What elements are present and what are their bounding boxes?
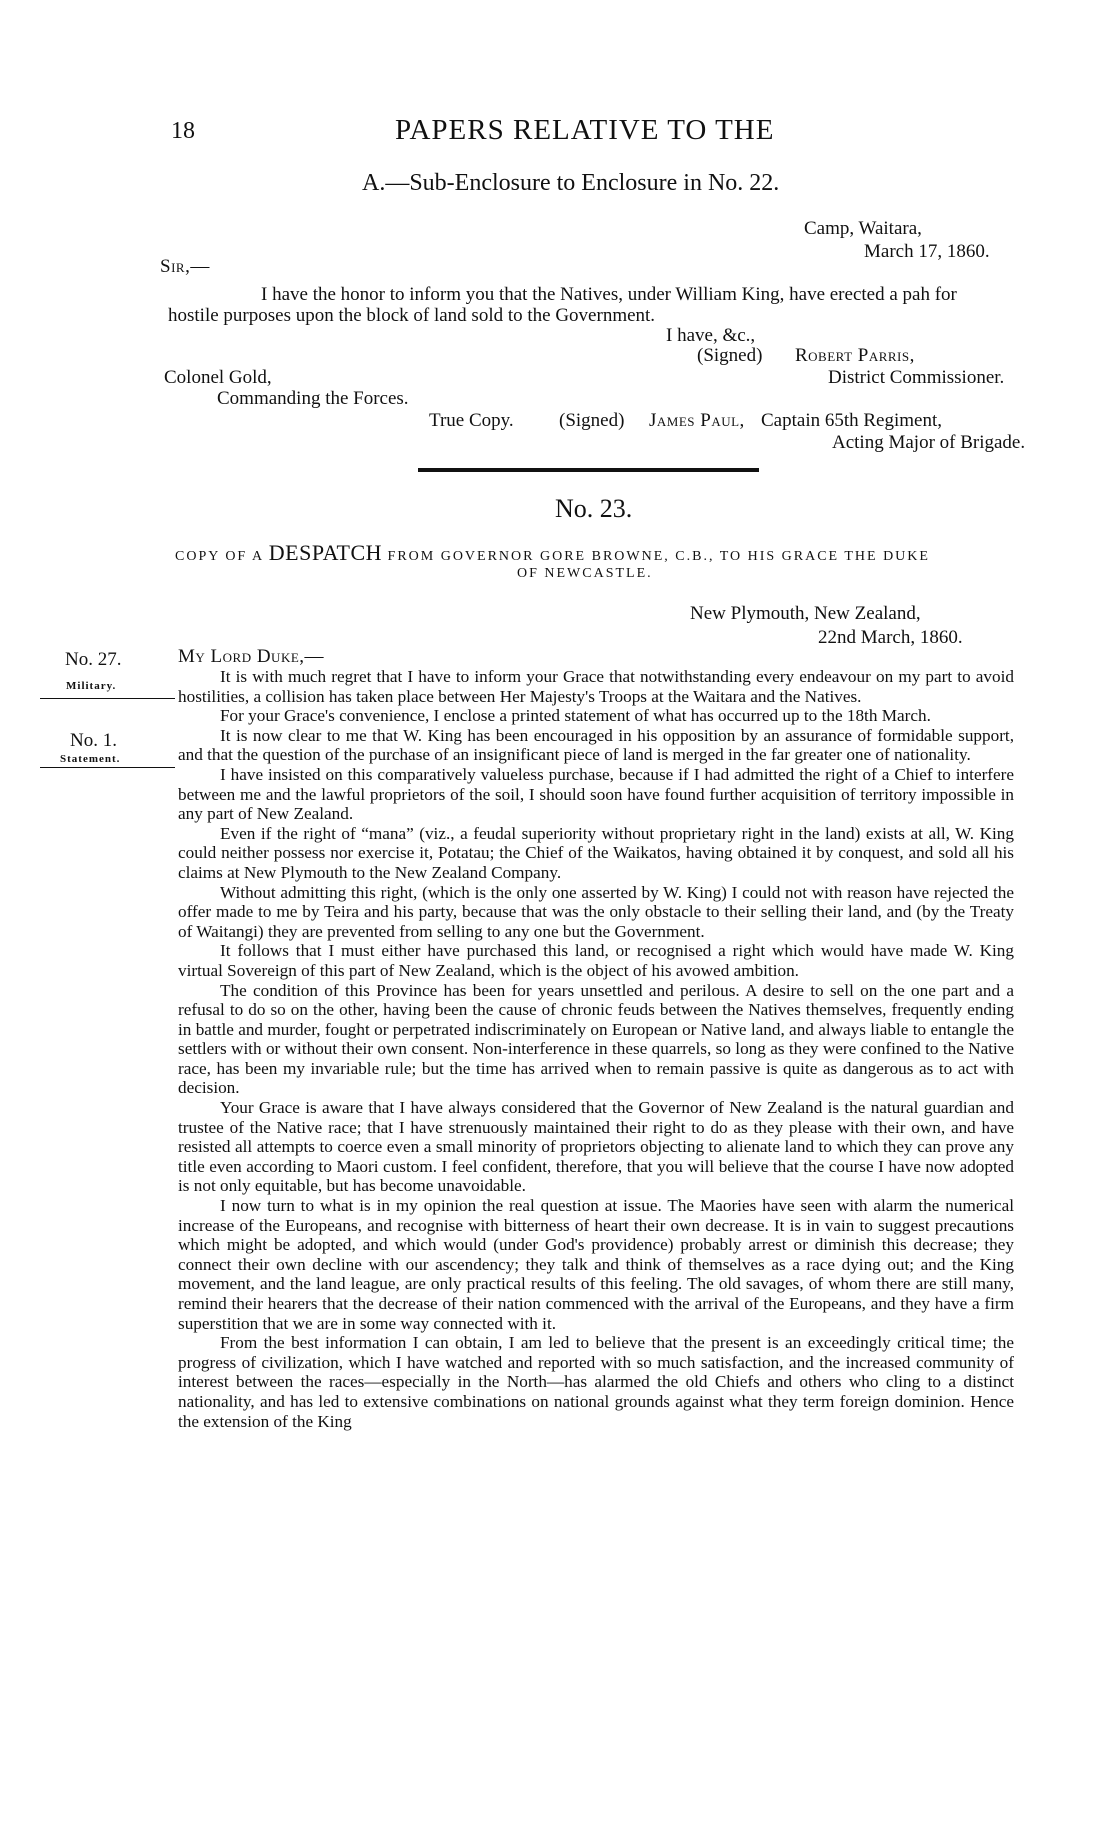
letter-closing: I have, &c., <box>666 325 756 346</box>
despatch-place: New Plymouth, New Zealand, <box>690 603 921 624</box>
letter-salutation: Sir,— <box>160 256 210 277</box>
despatch-date: 22nd March, 1860. <box>818 627 963 648</box>
sub-enclosure-title: A.—Sub-Enclosure to Enclosure in No. 22. <box>362 170 780 196</box>
despatch-title-line2: OF NEWCASTLE. <box>517 566 653 581</box>
letter-addressee-name: Colonel Gold, <box>164 367 272 388</box>
running-title: PAPERS RELATIVE TO THE <box>395 114 775 146</box>
letter-date: March 17, 1860. <box>864 241 990 262</box>
paragraph: It is with much regret that I have to inform your Grace that notwithstanding every endeavour on my part to avoid hostilities, a collision has taken place between Her Majesty's Troops at the Waitara and the Natives. <box>178 667 1014 706</box>
letter-place: Camp, Waitara, <box>804 218 922 239</box>
letter-signed-label: (Signed) <box>697 345 763 366</box>
paragraph: The condition of this Province has been for years unsettled and perilous. A desire to sell on the one part and a refusal to do so on the other, having been the cause of chronic feuds between the Natives themselves, frequently ending in battle and murder, fought or perpetrated indiscriminately on European or Native land, and always liable to entangle the settlers with or without their own consent. Non-interference in these quarrels, so long as they were confined to the Native race, has been my invariable rule; but the time has arrived when to remain passive is quite as dangerous as to act with decision. <box>178 980 1014 1098</box>
paragraph: From the best information I can obtain, I am led to believe that the present is an exceedingly critical time; the progress of civilization, which I have watched and reported with so much satisfaction, and the increased community of interest between the races—especially in the North—has alarmed the old Chiefs and others who cling to a distinct nationality, and has led to extensive combinations on national grounds against what they term foreign dominion. Hence the extension of the King <box>178 1333 1014 1431</box>
despatch-title-big: DESPATCH <box>268 540 383 565</box>
margin-ref-number: No. 27. <box>65 649 122 670</box>
paragraph: I now turn to what is in my opinion the real question at issue. The Maories have seen with alarm the numerical increase of the Europeans, and recognise with bitterness of heart their own decrease. It is in vain to suggest precautions which might be adopted, and which would (under God's providence) probably arrest or diminish this decrease; they connect their own decline with our ascendency; they talk and think of themselves as a race dying out; and the King movement, and the land league, are only practical results of this feeling. The old savages, of whom there are still many, remind their hearers that the decrease of their nation commenced with the arrival of the Europeans, and they have a firm superstition that we are in some way connected with it. <box>178 1196 1014 1333</box>
despatch-title-line1 <box>175 540 930 566</box>
true-copy-name: James Paul, <box>649 410 745 431</box>
paragraph: For your Grace's convenience, I enclose a printed statement of what has occurred up to the 18th March. <box>220 706 931 726</box>
margin-leader-line <box>40 698 175 699</box>
margin-leader-line <box>40 767 175 768</box>
true-copy-role: Acting Major of Brigade. <box>832 432 1026 453</box>
despatch-number: No. 23. <box>555 494 633 523</box>
margin-ref-number: No. 1. <box>70 730 117 751</box>
despatch-title-part2: FROM GOVERNOR GORE BROWNE, C.B., TO HIS GRACE THE DUKE <box>387 549 930 564</box>
letter-signer-title: District Commissioner. <box>828 367 1005 388</box>
letter-body: I have the honor to inform you that the Natives, under William King, have erected a pah for <box>261 284 957 305</box>
margin-ref-tag: Military. <box>66 680 117 692</box>
page-number: 18 <box>171 118 195 144</box>
despatch-title-part1: COPY OF A <box>175 549 264 564</box>
margin-ref-tag: Statement. <box>60 753 121 765</box>
paragraph: Your Grace is aware that I have always considered that the Governor of New Zealand is the natural guardian and trustee of the Native race; that I have strenuously maintained their right to do as they please with their own, and have resisted all attempts to coerce even a small minority of proprietors objecting to alienate land to which they can prove any title even according to Maori custom. I feel confident, therefore, that you will believe that the course I have now adopted is not only equitable, but has become unavoidable. <box>178 1098 1014 1196</box>
true-copy-rank: Captain 65th Regiment, <box>761 410 943 431</box>
paragraph: Even if the right of “mana” (viz., a feudal superiority without proprietary right in the land) exists at all, W. King could neither possess nor exercise it, Potatau; the Chief of the Waikatos, having obtained it by conquest, and sold all his claims at New Plymouth to the New Zealand Company. <box>178 823 1014 882</box>
despatch-body <box>178 667 1014 1431</box>
paragraph: It is now clear to me that W. King has been encouraged in his opposition by an assurance of formidable support, and that the question of the purchase of an insignificant piece of land is merged in the far greater one of nationality. <box>178 725 1014 765</box>
true-copy-label: True Copy. <box>429 410 514 431</box>
letter-body-cont: hostile purposes upon the block of land sold to the Government. <box>168 305 656 326</box>
letter-addressee-title: Commanding the Forces. <box>217 388 409 409</box>
paragraph: It follows that I must either have purchased this land, or recognised a right which would have made W. King virtual Sovereign of this part of New Zealand, which is the object of his avowed ambition. <box>178 941 1014 980</box>
paragraph: Without admitting this right, (which is the only one asserted by W. King) I could not with reason have rejected the offer made to me by Teira and his party, because that was the only obstacle to their selling their land, and (by the Treaty of Waitangi) they are prevented from selling to any one but the Government. <box>178 882 1014 941</box>
despatch-salutation: My Lord Duke,— <box>178 646 325 667</box>
true-copy-signed: (Signed) <box>559 410 625 431</box>
section-divider <box>418 468 759 472</box>
letter-signer-name: Robert Parris, <box>795 345 915 366</box>
paragraph: I have insisted on this comparatively valueless purchase, because if I had admitted the right of a Chief to interfere between me and the lawful proprietors of the soil, I should soon have found further acquisition of territory impossible in any part of New Zealand. <box>178 764 1014 824</box>
